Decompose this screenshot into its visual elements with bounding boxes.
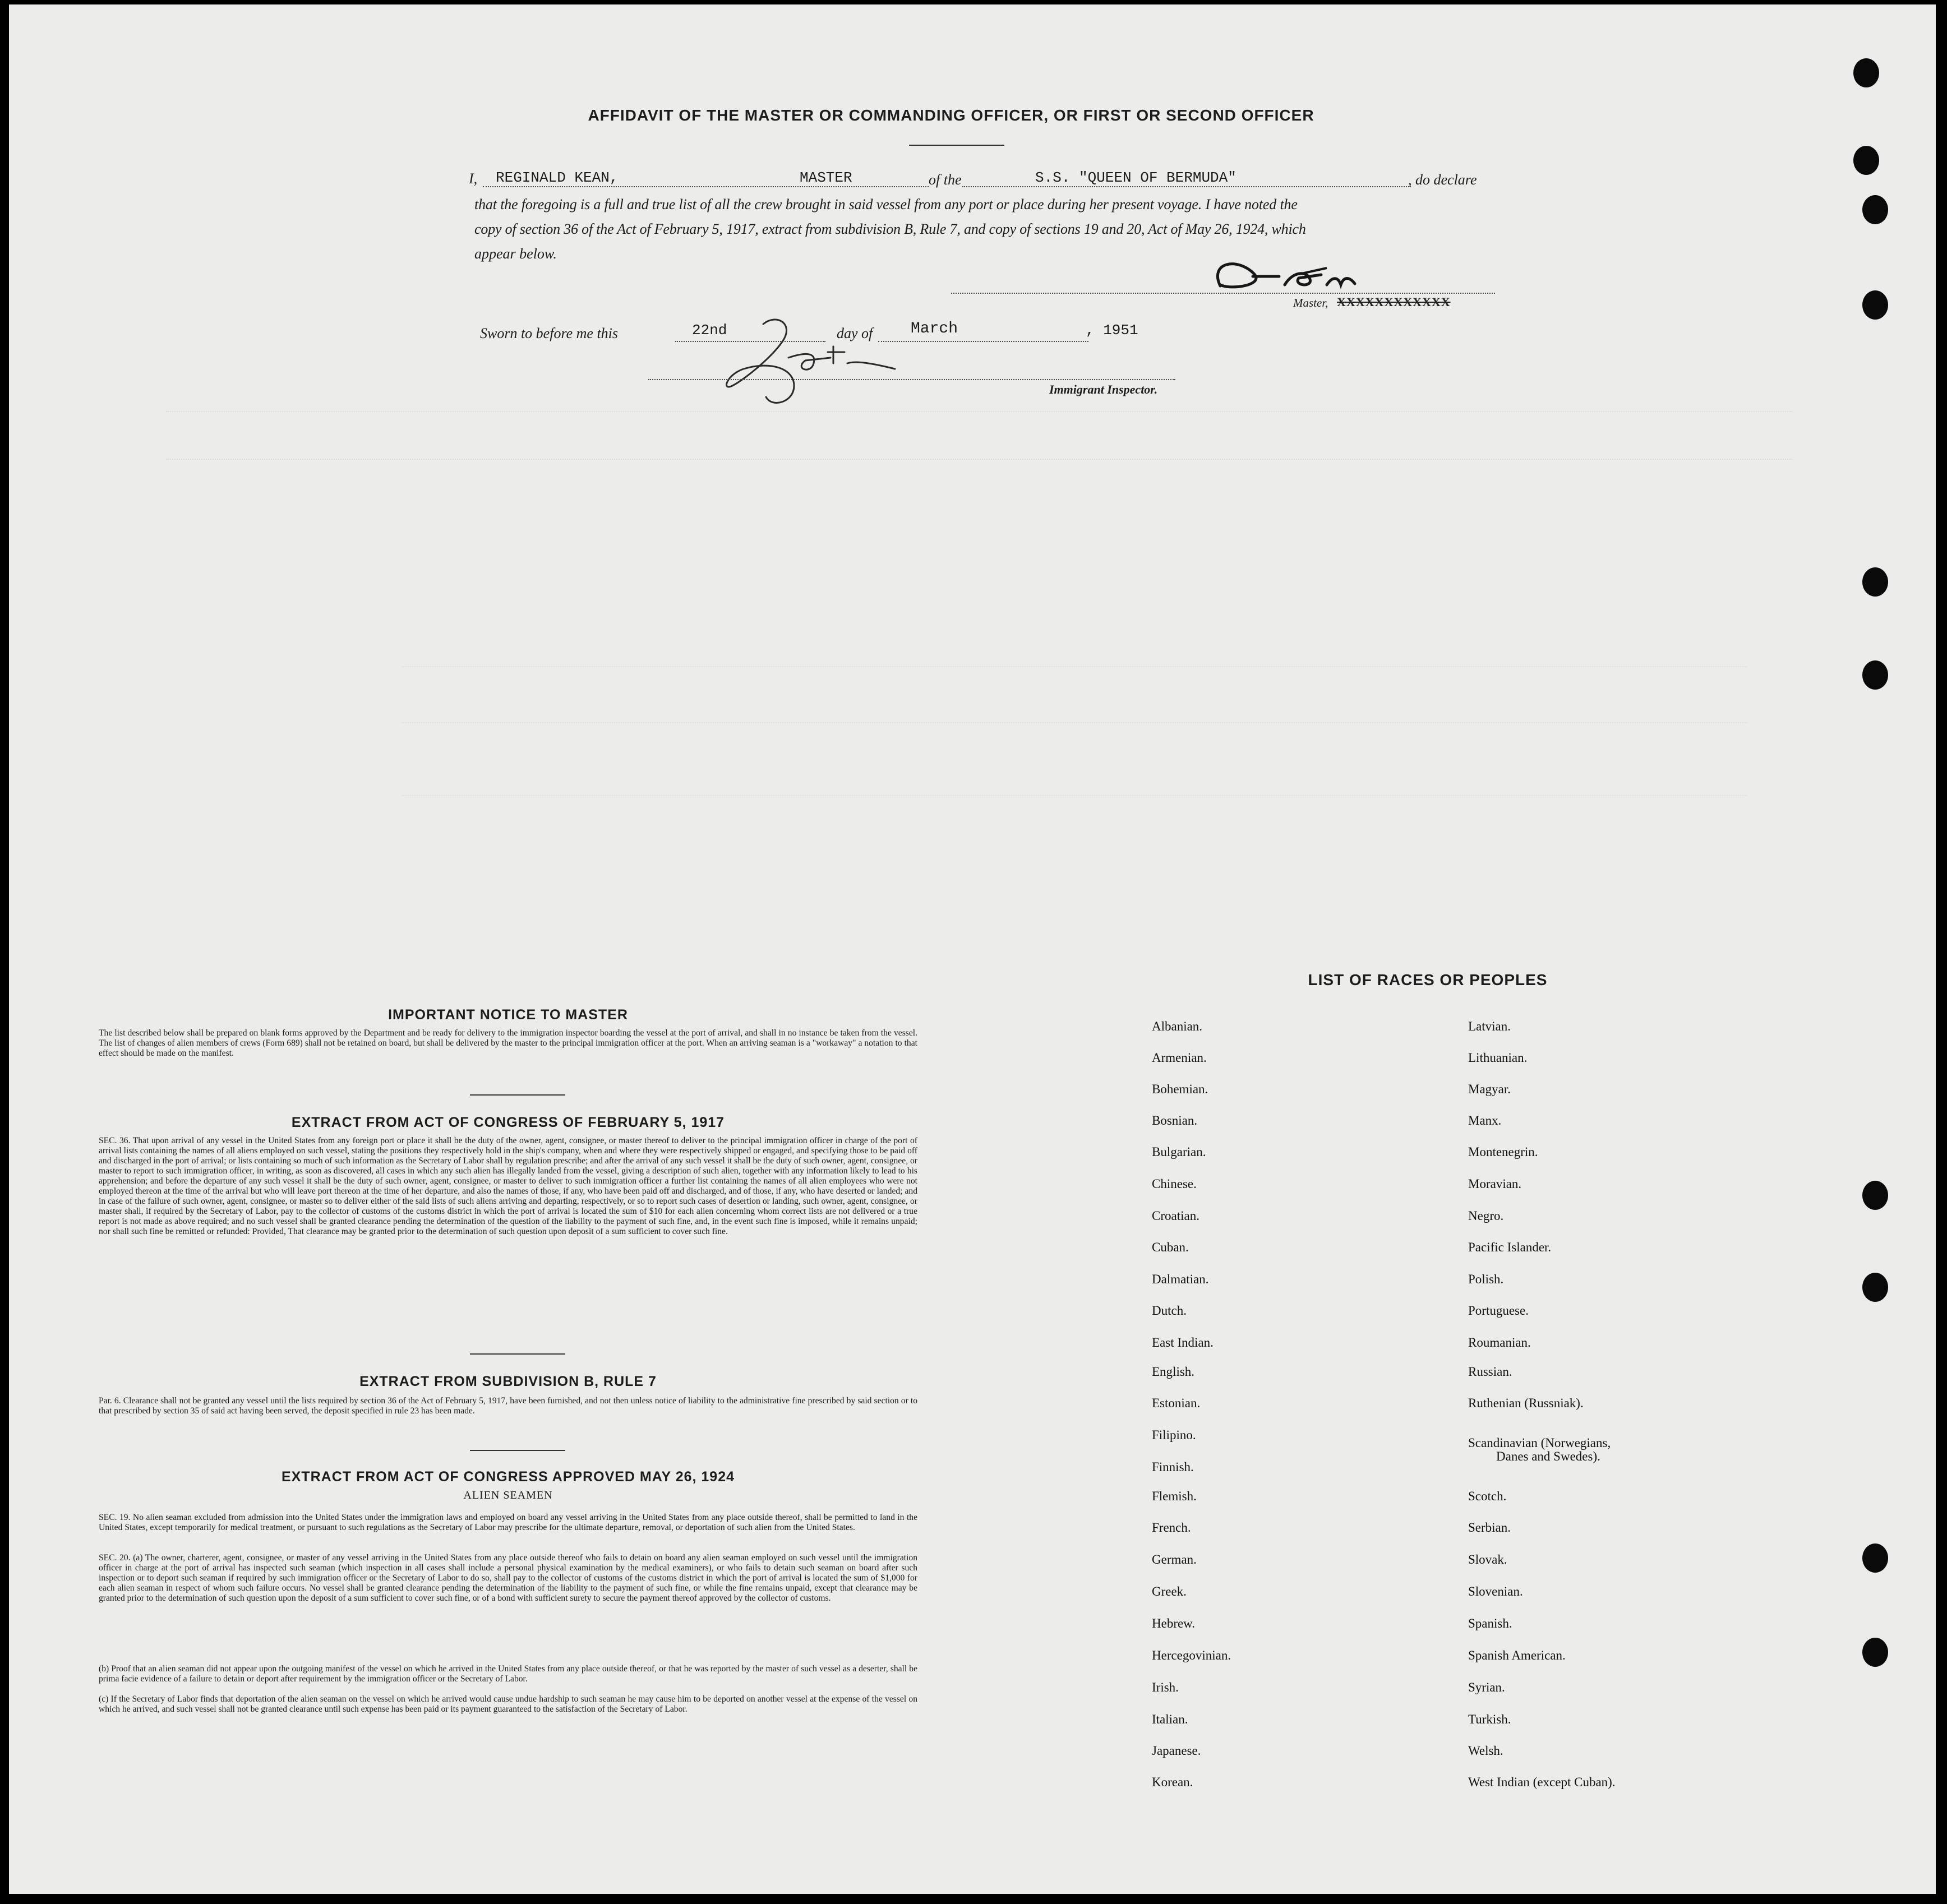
- punch-hole: [1853, 58, 1879, 87]
- bleed-through-mark: [166, 459, 1792, 461]
- punch-hole: [1862, 1638, 1888, 1667]
- race-item: Estonian.: [1152, 1396, 1201, 1410]
- master-name: REGINALD KEAN,: [496, 169, 619, 186]
- affidavit-title: AFFIDAVIT OF THE MASTER OR COMMANDING OFFICER, OR FIRST OR SECOND OFFICER: [588, 107, 1314, 124]
- bleed-through-mark: [402, 795, 1747, 797]
- race-item: Dalmatian.: [1152, 1272, 1209, 1286]
- race-item: Magyar.: [1468, 1082, 1511, 1096]
- race-item: Latvian.: [1468, 1019, 1511, 1033]
- race-item: Welsh.: [1468, 1744, 1503, 1758]
- master-signature: [1187, 251, 1411, 302]
- title-divider: [909, 145, 1004, 146]
- struck-title-text: XXXXXXXXXXXX: [1337, 295, 1451, 309]
- punch-hole: [1862, 195, 1888, 224]
- race-item: Korean.: [1152, 1775, 1193, 1789]
- race-item: French.: [1152, 1521, 1191, 1535]
- race-item: Portuguese.: [1468, 1304, 1529, 1318]
- race-item: Cuban.: [1152, 1240, 1189, 1254]
- punch-hole: [1862, 567, 1888, 597]
- race-item: East Indian.: [1152, 1335, 1214, 1350]
- race-item: Spanish.: [1468, 1616, 1512, 1630]
- inspector-signature: [710, 307, 934, 419]
- race-item: Bulgarian.: [1152, 1145, 1206, 1159]
- race-item: Dutch.: [1152, 1304, 1187, 1318]
- bleed-through-mark: [166, 411, 1792, 413]
- race-item: Armenian.: [1152, 1051, 1207, 1065]
- race-item: Scandinavian (Norwegians,: [1468, 1436, 1611, 1450]
- race-item: Irish.: [1152, 1680, 1179, 1694]
- section-divider: [470, 1450, 565, 1451]
- race-item: Filipino.: [1152, 1428, 1196, 1442]
- punch-hole: [1862, 1543, 1888, 1573]
- race-item: Bohemian.: [1152, 1082, 1208, 1096]
- punch-hole: [1853, 146, 1879, 175]
- notice-title: IMPORTANT NOTICE TO MASTER: [388, 1007, 628, 1023]
- extract-1924-title: EXTRACT FROM ACT OF CONGRESS APPROVED MAY 26, 1924: [281, 1469, 735, 1485]
- day-of-label: day of: [837, 325, 873, 341]
- extract-1917-text: SEC. 36. That upon arrival of any vessel in the United States from any foreign port or place it shall be the duty of the owner, agent, consignee, or master thereof to deliver to the principal immigration officer in charge of the port of arrival lists containing the names of all aliens employed on such vessel, stating the positions they respectively hold in the ship's company, when and where they were respectively shipped or engaged, and specifying those to be paid off and discharged in the port of arrival; or lists containing so much of such information as the Secretary of Labor shall by regulation prescribe; and after the arrival of any such vessel it shall be the duty of such owner, agent, consignee, or master to report to such immigration officer, in writing, as soon as discovered, all cases in which any such alien has illegally landed from the vessel, giving a description of such alien, together with any information likely to lead to his apprehension; and before the departure of any such vessel it shall be the duty of such owner, agent, consignee, or master to deliver to such immigration officer a further list containing the names of all alien employees who were not employed thereon at the time of the arrival but who will leave port thereon at the time of her departure, and also the names of those, if any, who have been paid off and discharged, and of those, if any, who have deserted or landed; and in case of the failure of such owner, agent, consignee, or master so to deliver either of the said lists of such aliens arriving and departing, respectively, or so to report such cases of desertion or landing, such owner, agent, consignee, or master shall, if required by the Secretary of Labor, pay to the collector of customs of the customs district in which the port of arrival is located the sum of $10 for each alien concerning whom correct lists are not delivered or a true report is not made as above required; and no such vessel shall be granted clearance pending the determination of the question of the liability to the payment of such fine, and, in the event such fine is imposed, while it remains unpaid; nor shall such fine be remitted or refunded: Provided, That clearance may be granted prior to the determination of such question upon deposit of a sum sufficient to cover such fine.: [99, 1136, 917, 1236]
- notice-text: The list described below shall be prepared on blank forms approved by the Department and be ready for delivery to the immigration inspector boarding the vessel at the port of arrival, and shall in no instance be taken from the vessel. The list of changes of alien members of crews (Form 689) shall not be retained on board, but shall be delivered by the master to the principal immigration officer at the port. When an arriving seaman is a "workaway" a notation to that effect should be made on the manifest.: [99, 1028, 917, 1058]
- inspector-label: Immigrant Inspector.: [1049, 382, 1158, 396]
- bleed-through-mark: [402, 666, 1747, 668]
- race-item: Croatian.: [1152, 1209, 1199, 1223]
- sworn-label: Sworn to before me this: [480, 325, 619, 341]
- affidavit-line-4: appear below.: [474, 246, 557, 262]
- sec-20b-text: (b) Proof that an alien seaman did not appear upon the outgoing manifest of the vessel on which he arrived in the United States from any place outside thereof, or that he was reported by the master of such vessel as a deserter, shall be prima facie evidence of a failure to detain or deport after requirement by the immigration officer or the Secretary of Labor.: [99, 1664, 917, 1684]
- inspector-signature-line: [648, 379, 1175, 380]
- master-label: Master,: [1293, 296, 1328, 309]
- race-item: Danes and Swedes).: [1496, 1449, 1600, 1463]
- race-item: Hebrew.: [1152, 1616, 1196, 1630]
- race-item: Hercegovinian.: [1152, 1648, 1231, 1662]
- race-item: Bosnian.: [1152, 1113, 1198, 1127]
- race-item: Serbian.: [1468, 1521, 1511, 1535]
- vessel-name: S.S. "QUEEN OF BERMUDA": [1035, 169, 1237, 186]
- affidavit-line-2: that the foregoing is a full and true list of all the crew brought in said vessel from any port or place during her present voyage. I have noted the: [474, 196, 1298, 212]
- race-item: Flemish.: [1152, 1489, 1197, 1503]
- affidavit-i-label: I,: [469, 170, 478, 187]
- master-signature-line: [951, 293, 1495, 294]
- races-title: LIST OF RACES OR PEOPLES: [1308, 971, 1548, 988]
- race-item: Finnish.: [1152, 1460, 1194, 1474]
- race-item: Polish.: [1468, 1272, 1504, 1286]
- race-item: Chinese.: [1152, 1177, 1197, 1191]
- punch-hole: [1862, 1181, 1888, 1210]
- race-item: Manx.: [1468, 1113, 1502, 1127]
- punch-hole: [1862, 660, 1888, 690]
- race-item: Scotch.: [1468, 1489, 1507, 1503]
- punch-hole: [1862, 290, 1888, 320]
- name-fill-line: [483, 186, 929, 187]
- extract-1924-subtitle: ALIEN SEAMEN: [463, 1489, 553, 1501]
- race-item: Lithuanian.: [1468, 1051, 1528, 1065]
- race-item: Pacific Islander.: [1468, 1240, 1552, 1254]
- race-item: Syrian.: [1468, 1680, 1505, 1694]
- race-item: Spanish American.: [1468, 1648, 1566, 1662]
- sec-20a-text: SEC. 20. (a) The owner, charterer, agent, consignee, or master of any vessel arriving in the United States from any place outside thereof who fails to detain on board any alien seaman employed on such vessel until the immigration officer in charge at the port of arrival has inspected such seaman (which inspection in all cases shall include a personal physical examination by the medical examiners), or who fails to detain such seaman on board after such inspection or to deport such seaman if required by such immigration officer or the Secretary of Labor to do so, shall pay to the collector of customs of the customs district in which the port of arrival is located the sum of $1,000 for each alien seaman in respect of whom such failure occurs. No vessel shall be granted clearance pending the determination of the liability to the payment of such fine, or while the fine remains unpaid, except that clearance may be granted prior to the determination of such question upon the deposit of a sum sufficient to cover such fine, or of a bond with sufficient surety to secure the payment thereof approved by the collector of customs.: [99, 1553, 917, 1603]
- race-item: Russian.: [1468, 1365, 1512, 1379]
- do-declare-label: , do declare: [1408, 172, 1477, 188]
- race-item: West Indian (except Cuban).: [1468, 1775, 1616, 1789]
- race-item: Albanian.: [1152, 1019, 1203, 1033]
- section-divider: [470, 1094, 565, 1096]
- race-item: Slovak.: [1468, 1552, 1507, 1566]
- sworn-month: March: [911, 320, 958, 338]
- race-item: Italian.: [1152, 1712, 1188, 1726]
- extract-1917-title: EXTRACT FROM ACT OF CONGRESS OF FEBRUARY 5, 1917: [291, 1115, 725, 1130]
- extract-rule7-text: Par. 6. Clearance shall not be granted any vessel until the lists required by section 36 of the Act of February 5, 1917, have been furnished, and not then unless notice of liability to the administrative fine prescribed by said section or to that prescribed by section 35 of said act having been served, the deposit specified in rule 23 has been made.: [99, 1396, 917, 1416]
- sworn-year: , 1951: [1086, 322, 1138, 339]
- vessel-fill-line: [962, 186, 1411, 187]
- race-item: Turkish.: [1468, 1712, 1511, 1726]
- master-rank: MASTER: [800, 169, 852, 186]
- race-item: Japanese.: [1152, 1744, 1201, 1758]
- race-item: Roumanian.: [1468, 1335, 1531, 1350]
- sec-19-text: SEC. 19. No alien seaman excluded from admission into the United States under the immigration laws and employed on board any vessel arriving in the United States from any place outside thereof, shall be permitted to land in the United States, except temporarily for medical treatment, or pursuant to such regulations as the Secretary of Labor may prescribe for the ultimate departure, removal, or deportation of such alien from the United States.: [99, 1513, 917, 1532]
- race-item: Greek.: [1152, 1584, 1187, 1598]
- of-the-label: of the: [929, 172, 962, 188]
- document-page: [9, 4, 1936, 1894]
- race-item: Negro.: [1468, 1209, 1504, 1223]
- bleed-through-mark: [402, 722, 1747, 724]
- section-divider: [470, 1353, 565, 1355]
- race-item: Montenegrin.: [1468, 1145, 1538, 1159]
- race-item: Slovenian.: [1468, 1584, 1523, 1598]
- affidavit-line-3: copy of section 36 of the Act of February 5, 1917, extract from subdivision B, Rule 7, and copy of sections 19 and 20, Act of May 26, 1924, which: [474, 221, 1306, 237]
- sworn-day: 22nd: [692, 322, 727, 339]
- sec-20c-text: (c) If the Secretary of Labor finds that deportation of the alien seaman on the vessel on which he arrived would cause undue hardship to such seaman he may cause him to be deported on another vessel at the expense of the vessel on which he arrived, and such vessel shall not be granted clearance until such expense has been paid or its payment guaranteed to the satisfaction of the Secretary of Labor.: [99, 1694, 917, 1714]
- punch-hole: [1862, 1273, 1888, 1302]
- extract-rule7-title: EXTRACT FROM SUBDIVISION B, RULE 7: [359, 1374, 657, 1389]
- race-item: English.: [1152, 1365, 1195, 1379]
- race-item: Moravian.: [1468, 1177, 1522, 1191]
- race-item: German.: [1152, 1552, 1197, 1566]
- race-item: Ruthenian (Russniak).: [1468, 1396, 1584, 1410]
